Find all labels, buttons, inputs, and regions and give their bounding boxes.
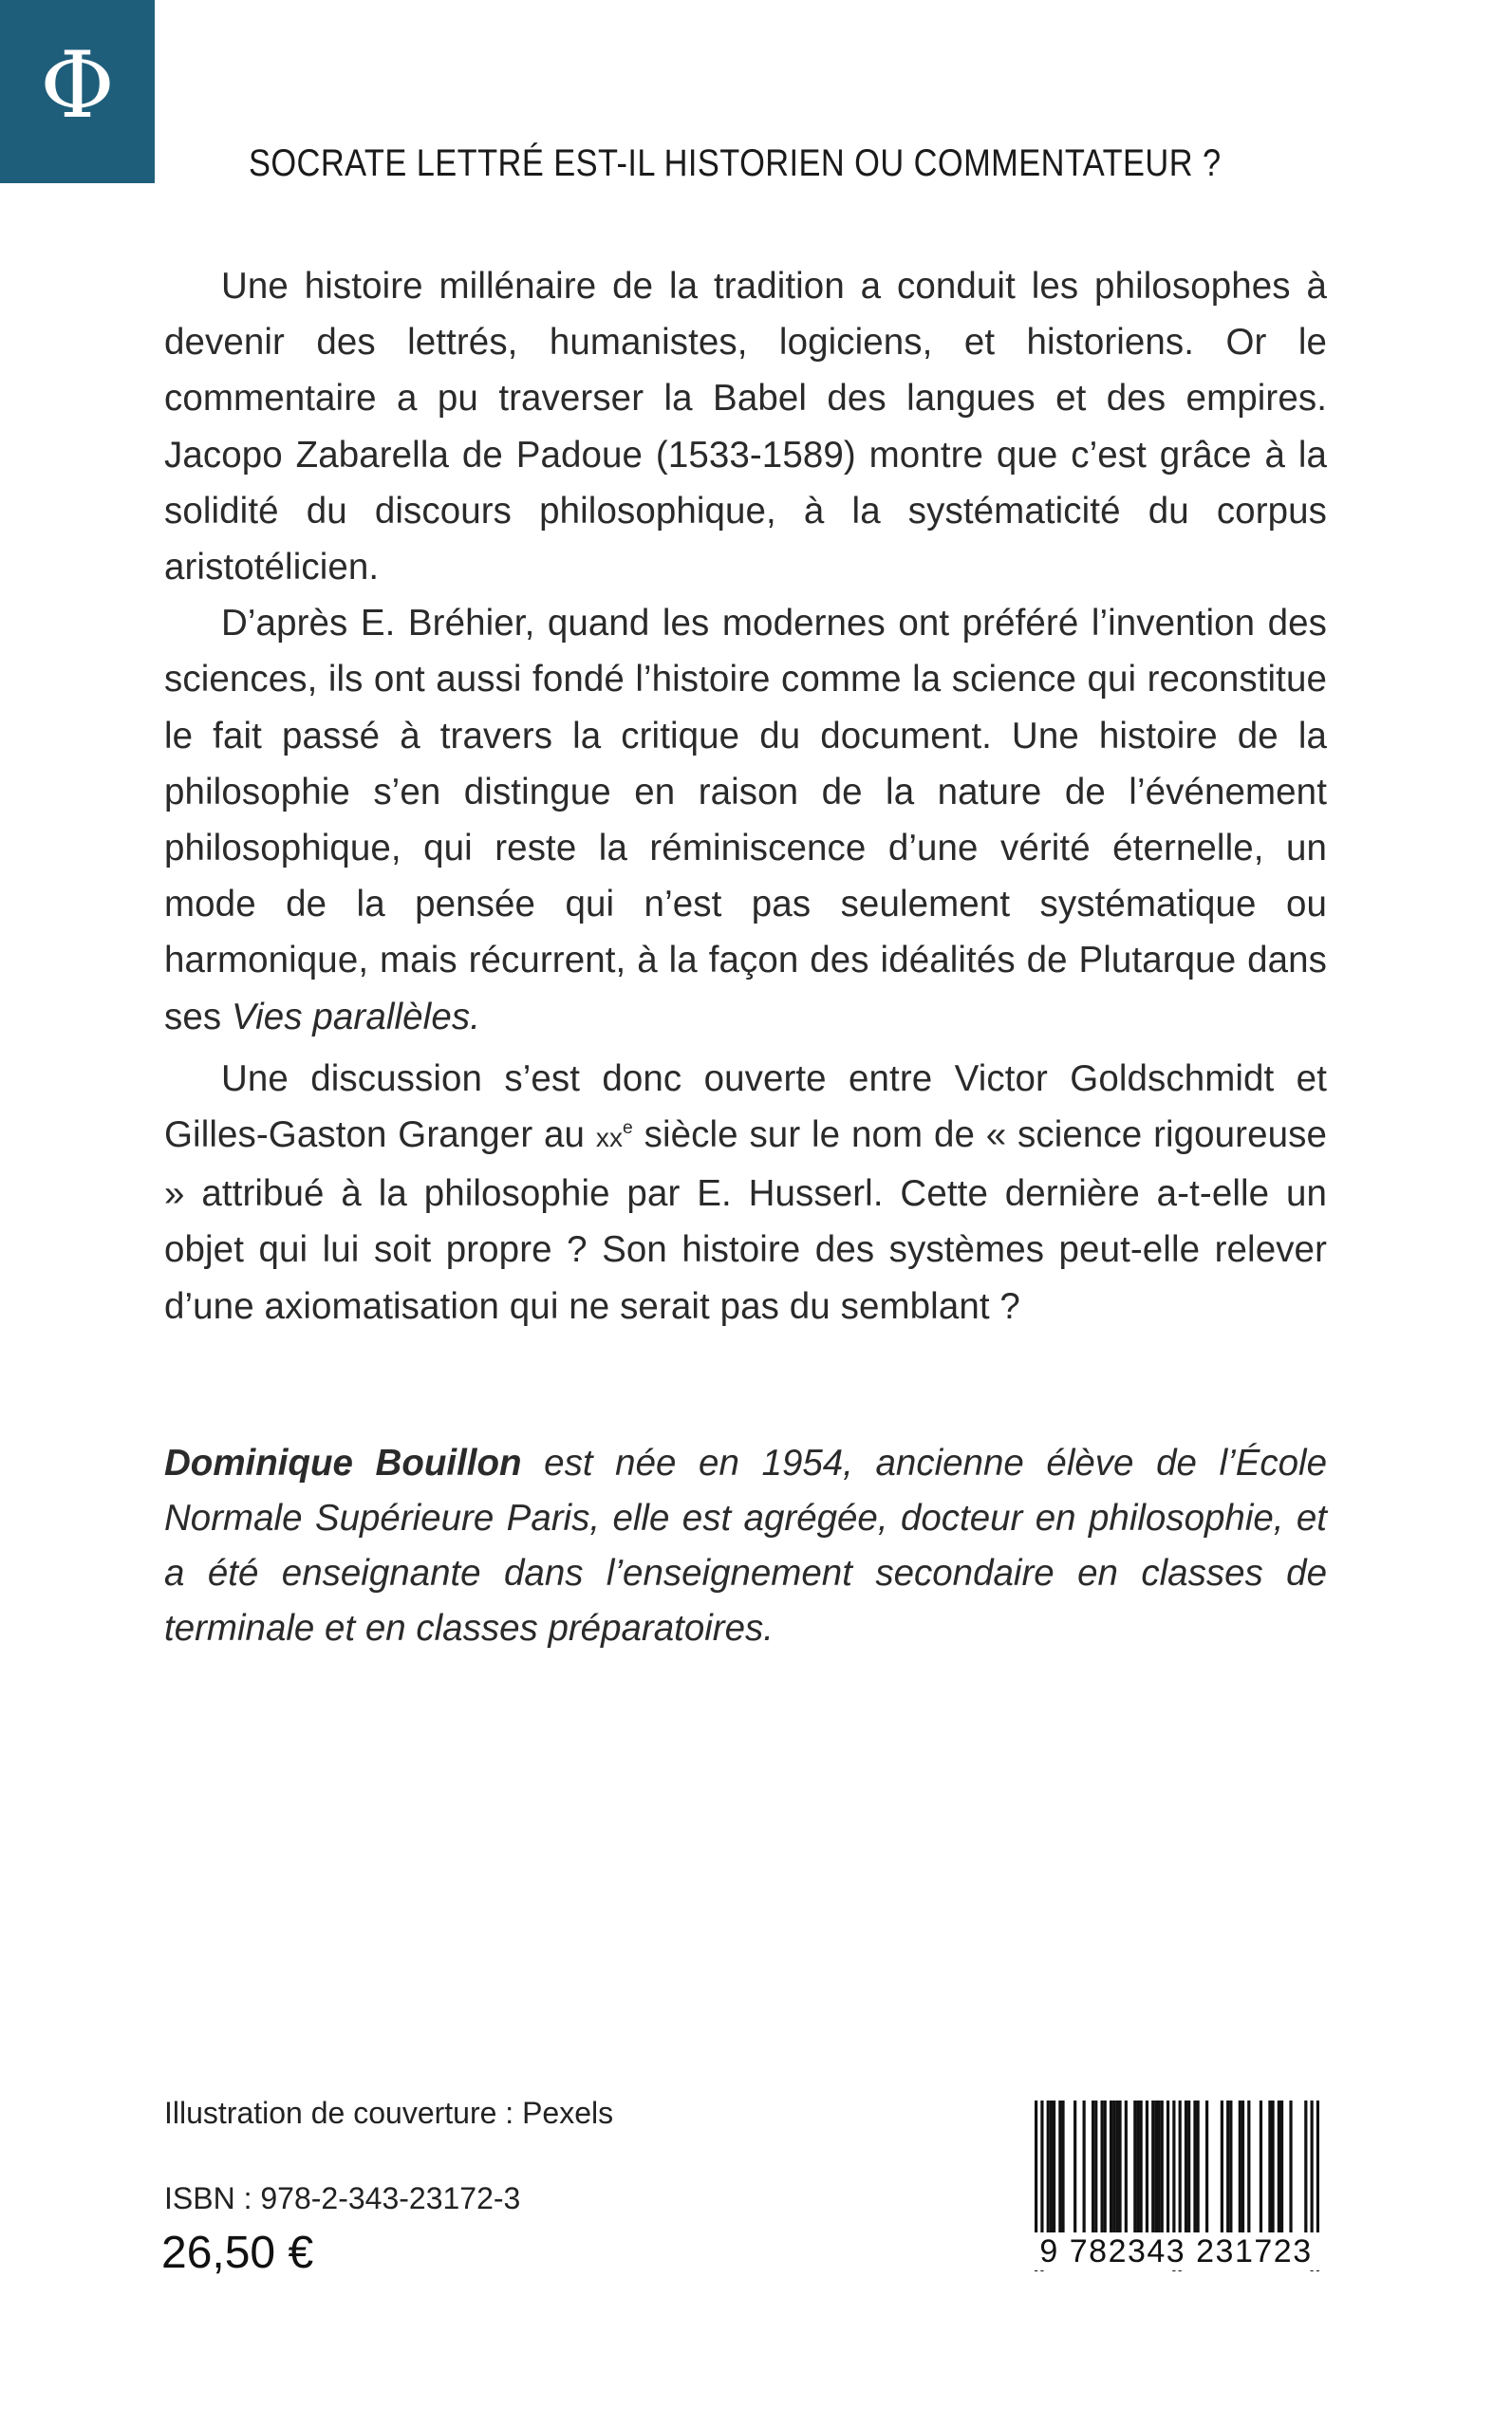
publisher-logo [0, 0, 155, 183]
barcode-bar [1058, 2101, 1061, 2235]
barcode-bar [1167, 2101, 1169, 2235]
barcode-bar [1118, 2101, 1121, 2235]
summary-paragraph-3-text-b: siècle sur le nom de « science rigoureuse » attribué à la philosophie par E. Husserl. Cette dernière a-t-elle un objet qui lui soit propre ? Son histoire des systèmes peut-elle relever d’une axiomatisation qui ne serait pas du semblant ? [164, 1114, 1327, 1327]
phi-logo-icon: Φ [40, 31, 115, 139]
barcode-bar [1157, 2101, 1160, 2235]
book-reference: Vies parallèles. [232, 996, 480, 1037]
barcode-bar [1112, 2101, 1115, 2235]
barcode-bar [1094, 2101, 1097, 2235]
barcode-bar [1083, 2101, 1086, 2235]
barcode-bar [1260, 2101, 1262, 2235]
barcode-bar [1205, 2101, 1208, 2235]
barcode-bar [1185, 2101, 1187, 2235]
barcode-bar [1187, 2101, 1190, 2235]
author-name: Dominique Bouillon [164, 1443, 522, 1484]
century-numeral: xx [595, 1123, 624, 1153]
summary-paragraph-3 [164, 1051, 1327, 1335]
summary-paragraph-2 [164, 595, 1327, 1045]
author-bio-text: est née en 1954, ancienne élève de l’École Normale Supérieure Paris, elle est agrégée, docteur en philosophie, et a été enseignante dans l’enseignement secondaire en classes de terminale et en classes préparatoires. [164, 1443, 1327, 1649]
barcode-bar [1146, 2101, 1148, 2235]
barcode-bar [1247, 2101, 1250, 2235]
barcode-bar [1110, 2101, 1112, 2235]
author-bio [164, 1436, 1327, 1656]
isbn: ISBN : 978-2-343-23172-3 [164, 2181, 521, 2215]
barcode-bar [1047, 2101, 1050, 2235]
barcode-bar [1221, 2101, 1223, 2235]
summary-paragraph-2-text: D’après E. Bréhier, quand les modernes ont préféré l’invention des sciences, ils ont aussi fondé l’histoire comme la science qui reconstitue le fait passé à travers la critique du document. Une histoire de la philosophie s’en distingue en raison de la nature de l’événement philosophique, qui reste la réminiscence d’une vérité éternelle, un mode de la pensée qui n’est pas seulement systématique ou harmonique, mais récurrent, à la façon des idéalités de Plutarque dans ses [164, 603, 1327, 1037]
barcode-bar [1289, 2101, 1292, 2235]
barcode-bar [1140, 2101, 1143, 2235]
barcode-bar [1053, 2101, 1055, 2235]
barcode-bar [1241, 2101, 1244, 2235]
barcode-bar [1268, 2101, 1271, 2235]
barcode-bar [1133, 2101, 1136, 2235]
barcode-bar [1193, 2101, 1196, 2235]
barcode-bar [1278, 2101, 1280, 2235]
barcode-bar [1100, 2101, 1103, 2235]
barcode-bar [1050, 2101, 1053, 2235]
barcode-digits: 9 782343 231723 [1023, 2232, 1329, 2270]
barcode-bar [1125, 2101, 1128, 2235]
barcode-bar [1151, 2101, 1154, 2235]
book-title: SOCRATE LETTRÉ EST-IL HISTORIEN OU COMMENTATEUR ? [249, 142, 1222, 184]
barcode-bar [1280, 2101, 1283, 2235]
barcode-bar [1061, 2101, 1064, 2235]
barcode-bar [1226, 2101, 1229, 2235]
barcode-bar [1092, 2101, 1094, 2235]
barcode-bar [1154, 2101, 1157, 2235]
cover-credit: Illustration de couverture : Pexels [164, 2096, 614, 2130]
barcode-bar [1271, 2101, 1274, 2235]
barcode-bar [1229, 2101, 1232, 2235]
century-superscript: e [623, 1118, 633, 1139]
book-summary [164, 258, 1327, 1335]
price: 26,50 € [161, 2228, 314, 2278]
barcode-bar [1073, 2101, 1076, 2235]
barcode-bar [1197, 2101, 1200, 2235]
barcode-bar [1115, 2101, 1118, 2235]
barcode-bar [1239, 2101, 1241, 2235]
summary-paragraph-1: Une histoire millénaire de la tradition a conduit les philosophes à devenir des lettrés, humanistes, logiciens, et historiens. Or le commentaire a pu traverser la Babel des langues et des empires. Jacopo Zabarella de Padoue (1533-1589) montre que c’est grâce à la solidité du discours philosophique, à la systématicité du corpus aristotélicien. [164, 266, 1327, 588]
summary-paragraph-3-text-a: Une discussion s’est donc ouverte entre Victor Goldschmidt et Gilles-Gaston Granger au [164, 1057, 1327, 1156]
barcode-bar [1304, 2101, 1307, 2235]
barcode-bar [1161, 2101, 1164, 2235]
barcode-bar [1136, 2101, 1139, 2235]
barcode-bar [1104, 2101, 1107, 2235]
